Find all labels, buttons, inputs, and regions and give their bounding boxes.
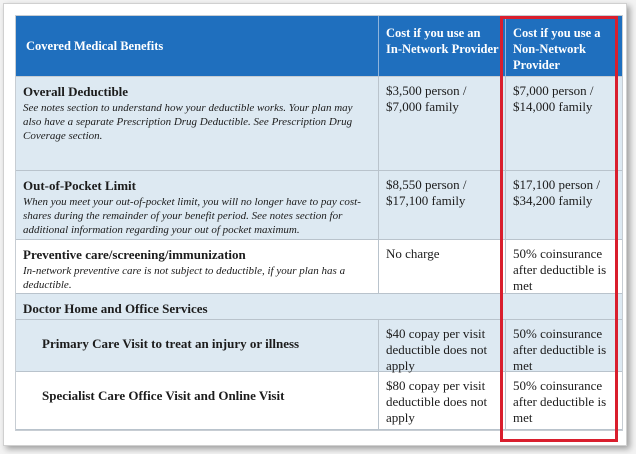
non-network-cost <box>506 320 622 372</box>
benefit-name: Overall Deductible <box>23 84 129 99</box>
benefit-name: Primary Care Visit to treat an injury or illness <box>42 336 300 351</box>
header-non-network: Cost if you use a Non-Network Provider <box>506 16 622 77</box>
benefits-table <box>15 15 623 431</box>
in-network-cost <box>379 320 506 372</box>
cost-value: $8,550 person / $17,100 family <box>386 177 467 208</box>
benefit-name: Preventive care/screening/immunization <box>23 247 246 262</box>
in-network-cost <box>379 240 506 294</box>
cost-value: $3,500 person / $7,000 family <box>386 83 467 114</box>
benefit-name: Specialist Care Office Visit and Online Visit <box>42 388 285 403</box>
header-in-network: Cost if you use an In-Network Provider <box>379 16 506 77</box>
table-row-specialist-care <box>16 372 379 430</box>
benefit-note: See notes section to understand how your deductible works. Your plan may also have a separate Prescription Drug Deductible. See Prescription Drug Coverage section. <box>23 102 353 142</box>
section-doctor-home-office <box>16 294 622 320</box>
benefit-name: Out-of-Pocket Limit <box>23 178 137 193</box>
cost-value: $40 copay per visit deductible does not apply <box>386 326 488 373</box>
non-network-cost <box>506 372 622 430</box>
table-row-out-of-pocket-limit <box>16 171 379 240</box>
in-network-cost <box>379 372 506 430</box>
cost-value: No charge <box>386 246 440 261</box>
cost-value: 50% coinsurance after deductible is met <box>513 326 607 373</box>
table-row-primary-care <box>16 320 379 372</box>
cost-value: $80 copay per visit deductible does not apply <box>386 378 488 425</box>
document-frame <box>3 3 627 446</box>
table-row-overall-deductible <box>16 77 379 171</box>
section-title: Doctor Home and Office Services <box>23 301 208 316</box>
table-row-preventive-care <box>16 240 379 294</box>
in-network-cost <box>379 77 506 171</box>
in-network-cost <box>379 171 506 240</box>
cost-value: $7,000 person / $14,000 family <box>513 83 594 114</box>
benefit-note: When you meet your out-of-pocket limit, you will no longer have to pay cost-shares during the remainder of your benefit period. See notes section for additional information regarding your out of pocket maximum. <box>23 196 361 236</box>
benefit-note: In-network preventive care is not subject to deductible, if your plan has a deductible. <box>23 265 346 291</box>
non-network-cost <box>506 171 622 240</box>
cost-value: 50% coinsurance after deductible is met <box>513 246 607 293</box>
cost-value: 50% coinsurance after deductible is met <box>513 378 607 425</box>
non-network-cost <box>506 77 622 171</box>
non-network-cost <box>506 240 622 294</box>
header-benefits: Covered Medical Benefits <box>16 16 379 77</box>
cost-value: $17,100 person / $34,200 family <box>513 177 601 208</box>
